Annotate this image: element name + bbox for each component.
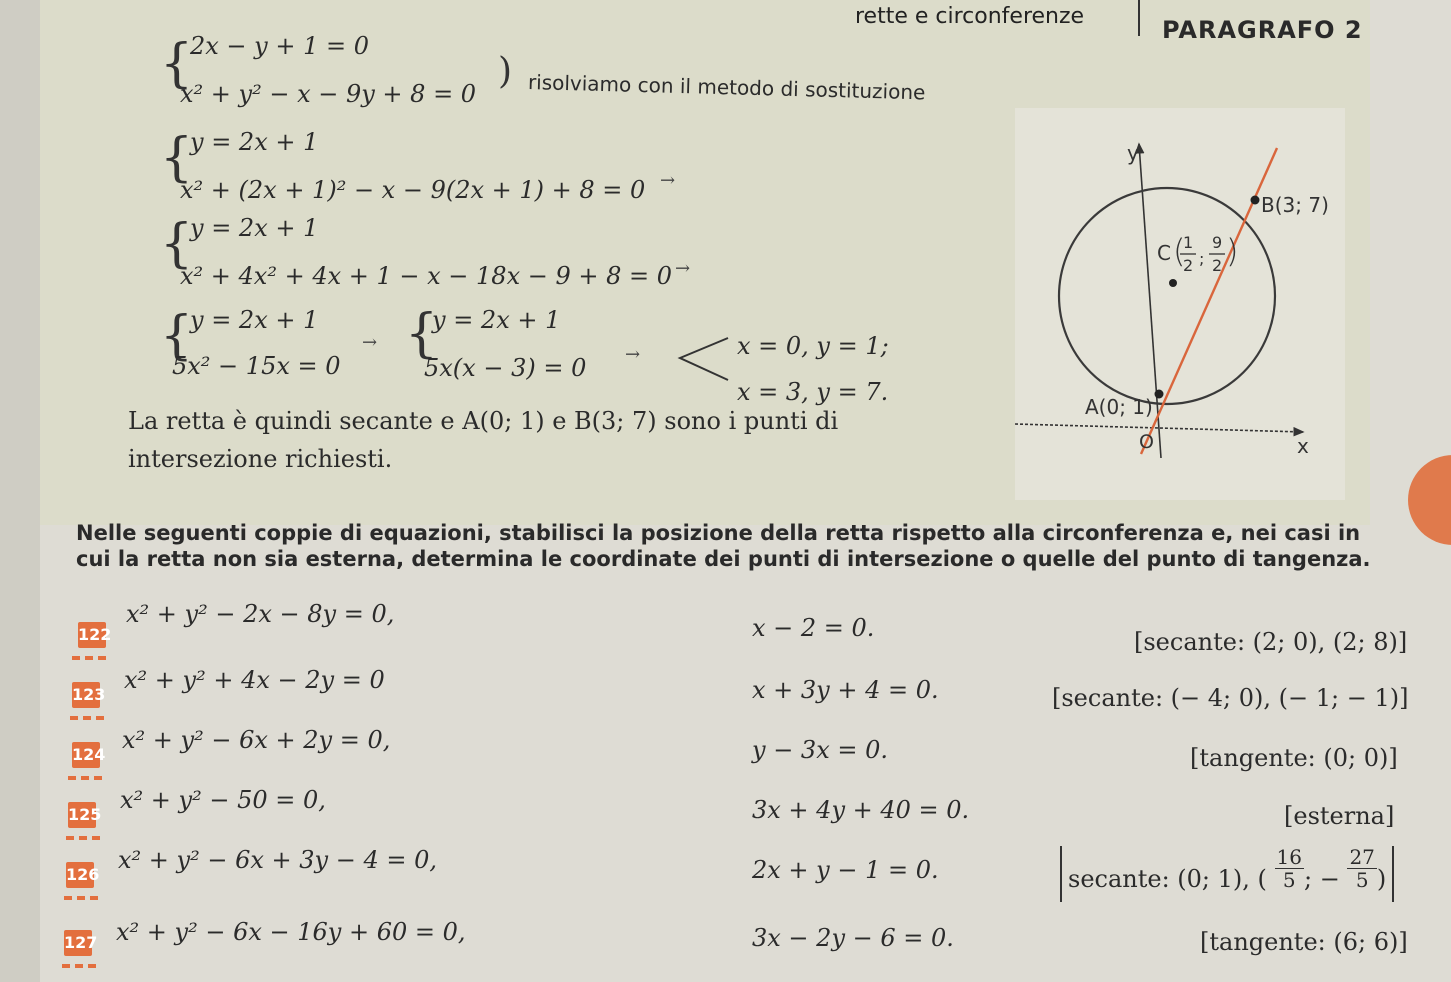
circle-figure [1015, 108, 1345, 500]
circle-equation: x² + y² − 50 = 0, [120, 786, 326, 814]
difficulty-icon [66, 836, 100, 845]
brace: { [160, 128, 194, 188]
equation: x² + (2x + 1)² − x − 9(2x + 1) + 8 = 0 [180, 176, 646, 204]
arrow-icon: → [625, 344, 641, 365]
fraction-den: 5 [1355, 868, 1369, 892]
answer-sep: ; − [1303, 865, 1340, 893]
line-equation: x − 2 = 0. [752, 614, 875, 642]
point-c-paren: ) [1226, 232, 1239, 270]
exercise-number: 124 [72, 742, 100, 768]
x-axis-label: x [1297, 434, 1309, 458]
branch-icon [672, 330, 732, 390]
fraction-num: 27 [1349, 845, 1375, 869]
arrow-icon: → [660, 170, 676, 191]
paragraph-label: PARAGRAFO 2 [1162, 16, 1363, 44]
exercise-number: 125 [68, 802, 96, 828]
answer-suffix: ) [1376, 865, 1387, 893]
difficulty-icon [72, 656, 106, 665]
answer [1060, 846, 1394, 902]
point-c-paren: ( [1173, 232, 1186, 270]
exercise-number: 123 [72, 682, 100, 708]
difficulty-icon [70, 716, 104, 725]
solution: x = 3, y = 7. [737, 378, 889, 406]
brace: { [160, 34, 194, 94]
line-equation: 3x + 4y + 40 = 0. [752, 796, 970, 824]
line-equation: y − 3x = 0. [752, 736, 888, 764]
y-axis-label: y [1127, 141, 1139, 165]
point-c-label: C [1157, 241, 1171, 265]
brace: { [160, 306, 194, 366]
difficulty-icon [68, 776, 102, 785]
equation: 2x − y + 1 = 0 [190, 32, 370, 60]
point-c-x-den: 2 [1183, 256, 1194, 275]
point-c-y-num: 9 [1212, 233, 1223, 252]
point-c-sep: ; [1199, 249, 1205, 268]
equation: x² + 4x² + 4x + 1 − x − 18x − 9 + 8 = 0 [180, 262, 673, 290]
line-equation: 3x − 2y − 6 = 0. [752, 924, 954, 952]
closing-paren: ) [498, 51, 513, 92]
circle-equation: x² + y² − 2x − 8y = 0, [126, 600, 395, 628]
answer: [esterna] [1284, 802, 1395, 830]
exercise-number: 127 [64, 930, 92, 956]
circumference [1059, 188, 1275, 404]
equation: y = 2x + 1 [432, 306, 561, 334]
point-c-marker [1169, 279, 1177, 287]
chapter-tab [1408, 455, 1451, 545]
point-c-x-num: 1 [1183, 233, 1194, 252]
exercise-number: 126 [66, 862, 94, 888]
header-divider [1138, 0, 1140, 36]
equation: 5x(x − 3) = 0 [424, 354, 587, 382]
answer: [tangente: (0; 0)] [1190, 744, 1398, 772]
exercise-number: 122 [78, 622, 106, 648]
equation: y = 2x + 1 [190, 128, 319, 156]
method-note: risolviamo con il metodo di sostituzione [527, 70, 926, 105]
exercise-instructions: Nelle seguenti coppie di equazioni, stabilisci la posizione della retta rispetto alla circonferenza e, nei casi in cui la retta non sia esterna, determina le coordinate dei punti di intersezione o quelle del punto di tangenza. [76, 521, 1371, 571]
point-a-marker [1155, 390, 1164, 399]
running-head: rette e circonferenze [855, 4, 1085, 29]
circle-equation: x² + y² + 4x − 2y = 0 [124, 666, 385, 694]
fraction-num: 16 [1276, 845, 1302, 869]
answer-prefix: secante: (0; 1), ( [1068, 865, 1267, 893]
origin-label: O [1139, 431, 1154, 453]
equation: y = 2x + 1 [190, 214, 319, 242]
secant-line [1141, 148, 1277, 454]
point-b-label: B(3; 7) [1261, 193, 1329, 217]
brace: { [160, 214, 194, 274]
line-equation: 2x + y − 1 = 0. [752, 856, 939, 884]
difficulty-icon [64, 896, 98, 905]
answer: [tangente: (6; 6)] [1200, 928, 1408, 956]
arrow-icon: → [362, 332, 378, 353]
page-edge [0, 0, 40, 982]
fraction-den: 5 [1282, 868, 1296, 892]
arrow-icon: → [675, 258, 691, 279]
equation: x² + y² − x − 9y + 8 = 0 [180, 80, 477, 108]
point-a-label: A(0; 1) [1085, 395, 1153, 419]
circle-equation: x² + y² − 6x + 2y = 0, [122, 726, 391, 754]
solution: x = 0, y = 1; [737, 332, 889, 360]
difficulty-icon [62, 964, 96, 973]
point-b-marker [1251, 196, 1260, 205]
answer: [secante: (2; 0), (2; 8)] [1134, 628, 1408, 656]
circle-equation: x² + y² − 6x + 3y − 4 = 0, [118, 846, 437, 874]
conclusion: La retta è quindi secante e A(0; 1) e B(3; 7) sono i punti di intersezione richiesti. [128, 407, 839, 473]
equation: 5x² − 15x = 0 [172, 352, 341, 380]
point-c-y-den: 2 [1212, 256, 1223, 275]
brace: { [405, 304, 439, 364]
line-equation: x + 3y + 4 = 0. [752, 676, 939, 704]
answer: [secante: (− 4; 0), (− 1; − 1)] [1052, 684, 1409, 712]
equation: y = 2x + 1 [190, 306, 319, 334]
circle-equation: x² + y² − 6x − 16y + 60 = 0, [116, 918, 466, 946]
